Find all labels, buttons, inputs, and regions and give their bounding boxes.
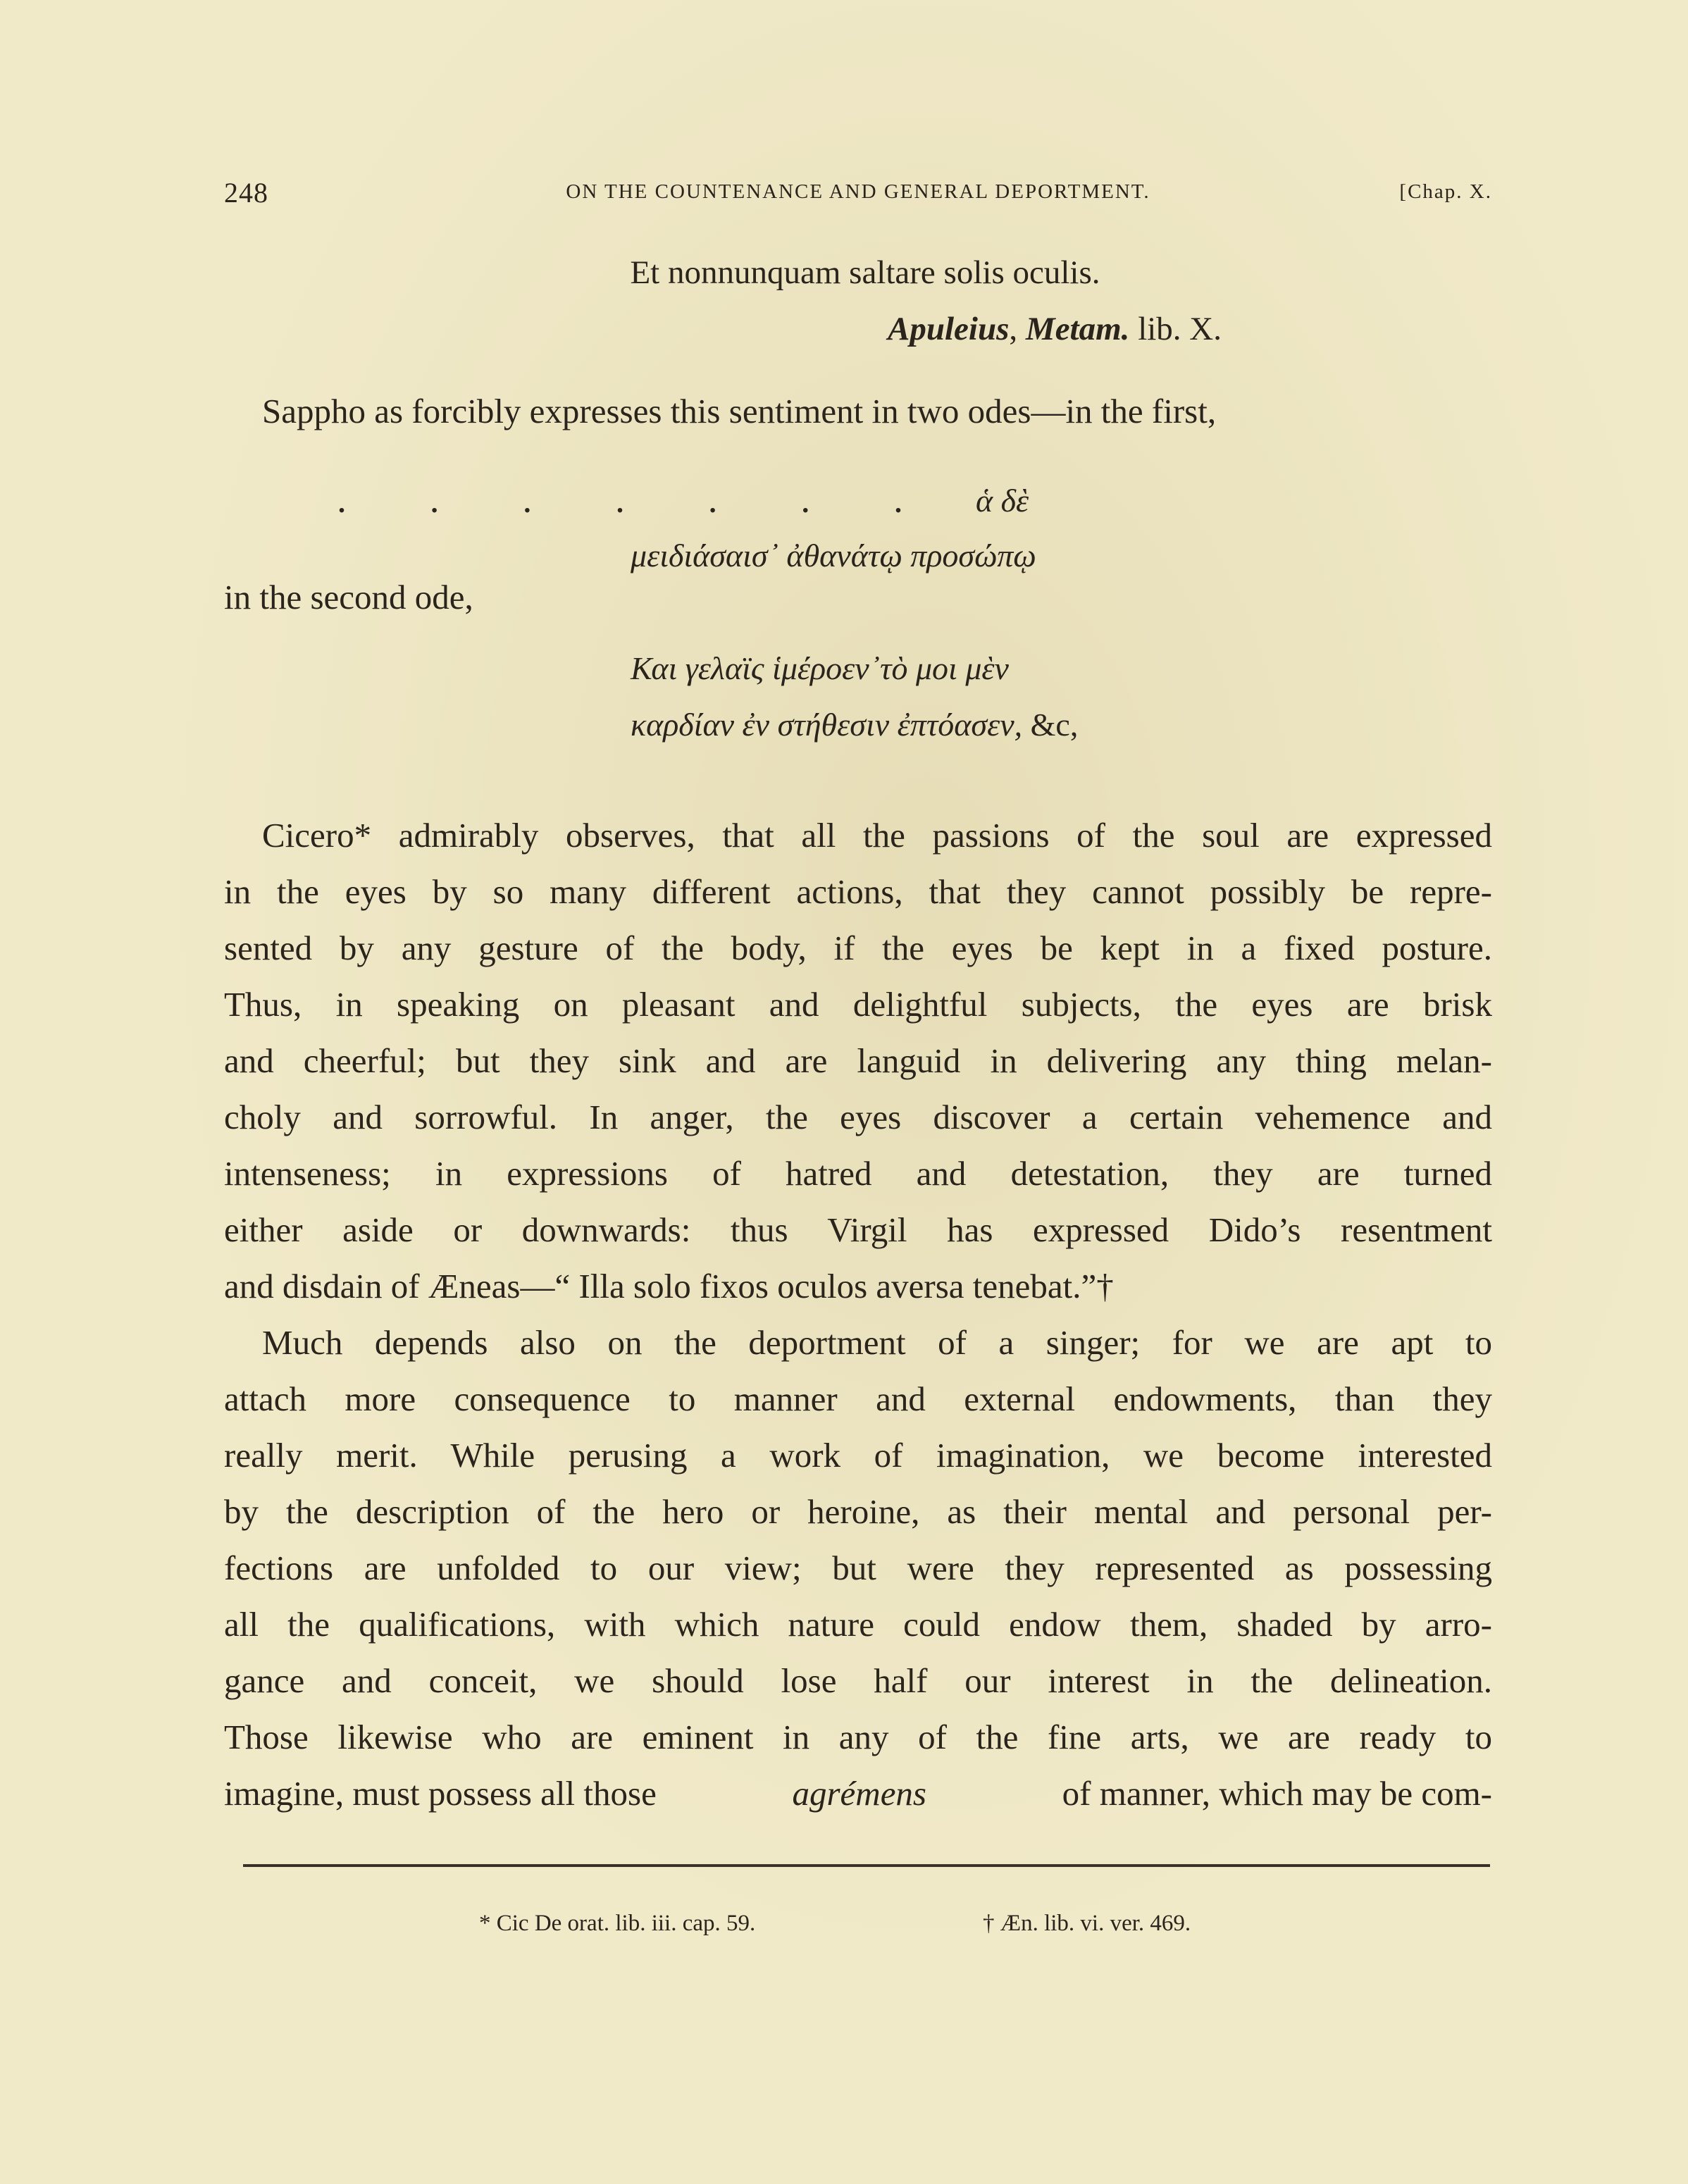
paragraph-line: intenseness; in expressions of hatred and detestation, they are turned [224,1154,1492,1193]
paragraph-line: Thus, in speaking on pleasant and delightful subjects, the eyes are brisk [224,985,1492,1024]
intro-line: Sappho as forcibly expresses this sentiment in two odes—in the first, [262,392,1217,430]
paragraph-last-line [224,1773,1492,1815]
paragraph-line: gance and conceit, we should lose half our interest in the delineation. [224,1661,1492,1700]
paragraph-line: choly and sorrowful. In anger, the eyes discover a certain vehemence and [224,1098,1492,1136]
ellipsis-dots: . . . . . . . [338,487,902,519]
paragraph-line: Much depends also on the deportment of a singer; for we are apt to [262,1323,1492,1362]
paragraph-line: and cheerful; but they sink and are languid in delivering any thing melan- [224,1041,1492,1080]
epigraph-rest: lib. X. [1138,311,1222,347]
paragraph-line: either aside or downwards: thus Virgil has expressed Dido’s resentment [224,1210,1492,1249]
last-line-start: imagine, must possess all those [224,1774,657,1813]
footnote-cicero: * Cic De orat. lib. iii. cap. 59. [479,1911,756,1936]
footnote-rule [243,1864,1490,1867]
footnote-aeneid: † Æn. lib. vi. ver. 469. [983,1911,1191,1936]
epigraph-author: Apuleius [888,311,1010,347]
chapter-label: [Chap. X. [1399,180,1492,203]
paragraph-line: fections are unfolded to our view; but were they represented as possessing [224,1549,1492,1587]
paragraph-line: in the eyes by so many different actions, that they cannot possibly be repre- [224,872,1492,911]
paragraph-line: Those likewise who are eminent in any of the fine arts, we are ready to [224,1718,1492,1756]
paragraph-line: all the qualifications, with which nature could endow them, shaded by arro- [224,1605,1492,1644]
epigraph-work: Metam. [1025,311,1130,347]
greek-etc: &c, [1030,707,1079,743]
paragraph-line: sented by any gesture of the body, if the eyes be kept in a fixed posture. [224,929,1492,967]
page-number: 248 [224,177,268,209]
greek-second-text: καρδίαν ἐν στήθεσιν ἐπτόασεν, [631,707,1023,743]
last-line-end: of manner, which may be com- [1062,1774,1492,1813]
paragraph-line: attach more consequence to manner and external endowments, than they [224,1379,1492,1418]
running-head [224,176,1492,211]
paragraph-line: Cicero* admirably observes, that all the passions of the soul are expressed [262,816,1492,855]
running-title: ON THE COUNTENANCE AND GENERAL DEPORTMENT. [566,180,1150,203]
greek-first-line1: ἁ δὲ [976,483,1029,519]
greek-second-line2 [631,706,1078,743]
last-line-italic: agrémens [792,1774,927,1813]
paragraph-line: by the description of the hero or heroine, as their mental and personal per- [224,1492,1492,1531]
paragraph-line: and disdain of Æneas—“ Illa solo fixos oculos aversa tenebat.”† [224,1267,1114,1305]
epigraph-latin: Et nonnunquam saltare solis oculis. [630,254,1100,291]
second-ode-label: in the second ode, [224,578,473,616]
paragraph-line: really merit. While perusing a work of imagination, we become interested [224,1436,1492,1475]
greek-first-line2: μειδιάσαισ᾽ ἀθανάτῳ προσώπῳ [631,538,1036,573]
epigraph-source: Apuleius, Metam. lib. X. [888,311,1222,347]
greek-second-line1: Και γελαϊς ἱμέροεν᾽τὸ μοι μὲν [631,650,1009,686]
